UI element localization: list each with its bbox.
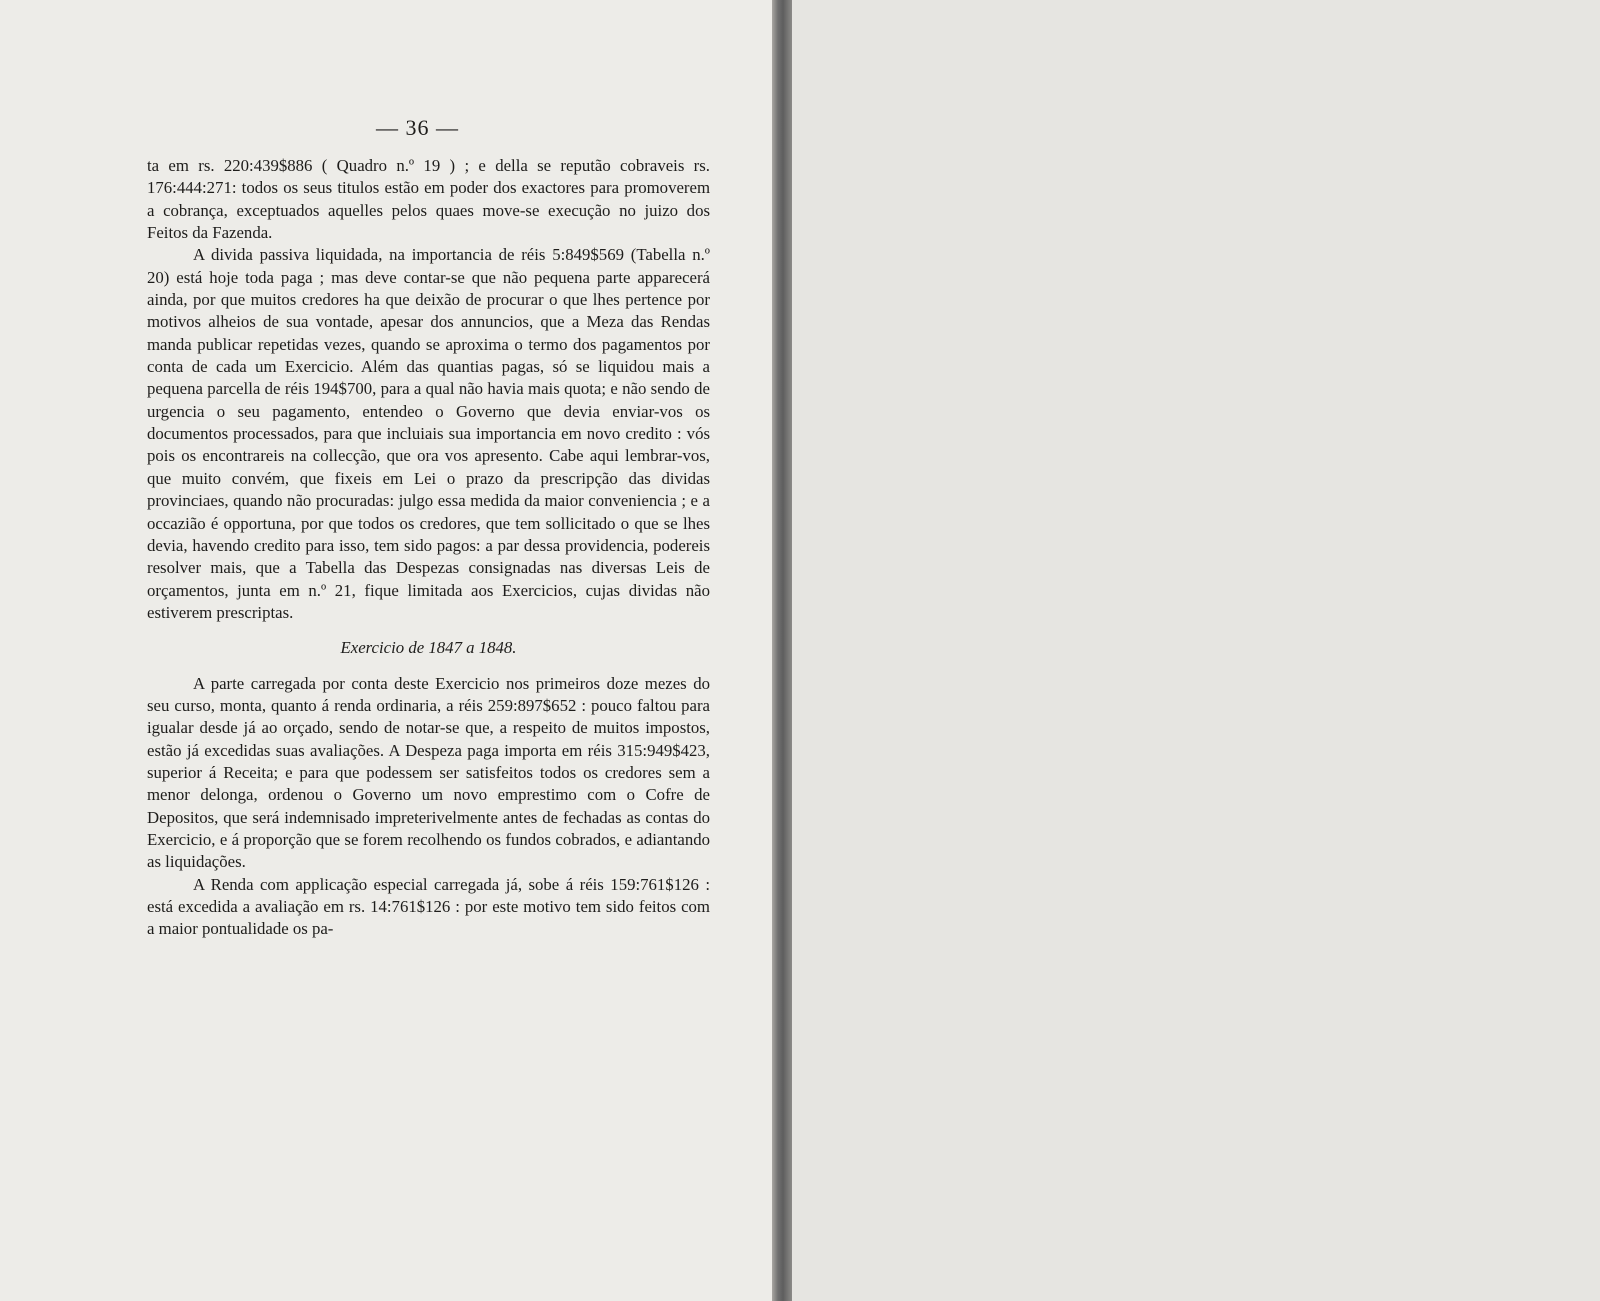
- left-text-column: [147, 155, 710, 941]
- paragraph-renda-especial: A Renda com applicação especial carregada já, sobe á réis 159:761$126 : está excedida a avaliação em rs. 14:761$126 : por este motivo tem sido feitos com a maior pontualidade os pa-: [147, 874, 710, 939]
- page-number-36: — 36 —: [376, 115, 459, 140]
- left-page: [0, 0, 772, 1301]
- right-page: [792, 0, 1600, 1301]
- paragraph-continuation: ta em rs. 220:439$886 ( Quadro n.º 19 ) ; e della se reputão cobraveis rs. 176:444:271: todos os seus titulos estão em poder dos exactores para promoverem a cobrança, exceptuados aquelles pelos quaes move-se execução no juizo dos Feitos da Fazenda.: [147, 156, 710, 243]
- paragraph-divida-passiva: A divida passiva liquidada, na importancia de réis 5:849$569 (Tabella n.º 20) está hoje toda paga ; mas deve contar-se que não pequena parte apparecerá ainda, por que muitos credores ha que deixão de procurar o que lhes pertence por motivos alheios de sua vontade, apesar dos annuncios, que a Meza das Rendas manda publicar repetidas vezes, quando se aproxima o termo dos pagamentos por conta de cada um Exercicio. Além das quantias pagas, só se liquidou mais a pequena parcella de réis 194$700, para a qual não havia mais quota; e não sendo de urgencia o seu pagamento, entendeo o Governo que devia enviar-vos os documentos processados, para que incluiais sua importancia em novo credito : vós pois os encontrareis na collecção, que ora vos apresento. Cabe aqui lembrar-vos, que muito convém, que fixeis em Lei o prazo da prescripção das dividas provinciaes, quando não procuradas: julgo essa medida da maior conveniencia ; e a occazião é opportuna, por que todos os credores, que tem sollicitado o que se lhes devia, havendo credito para isso, tem sido pagos: a par dessa providencia, podereis resolver mais, que a Tabella das Despezas consignadas nas diversas Leis de orçamentos, junta em n.º 21, fique limitada aos Exercicios, cujas dividas não estiverem prescriptas.: [147, 245, 710, 622]
- paragraph-parte-carregada: A parte carregada por conta deste Exercicio nos primeiros doze mezes do seu curso, monta, quanto á renda ordinaria, a réis 259:897$652 : pouco faltou para igualar desde já ao orçado, sendo de notar-se que, a respeito de muitos impostos, estão já excedidas suas avaliações. A Despeza paga importa em réis 315:949$423, superior á Receita; e para que podessem ser satisfeitos todos os credores sem a menor delonga, ordenou o Governo um novo emprestimo com o Cofre de Depositos, que será indemnisado impreterivelmente antes de fechadas as contas do Exercicio, e á proporção que se forem recolhendo os fundos cobrados, e adiantando as liquidações.: [147, 673, 710, 872]
- book-gutter: [772, 0, 792, 1301]
- section-heading-exercicio: Exercicio de 1847 a 1848.: [340, 638, 517, 658]
